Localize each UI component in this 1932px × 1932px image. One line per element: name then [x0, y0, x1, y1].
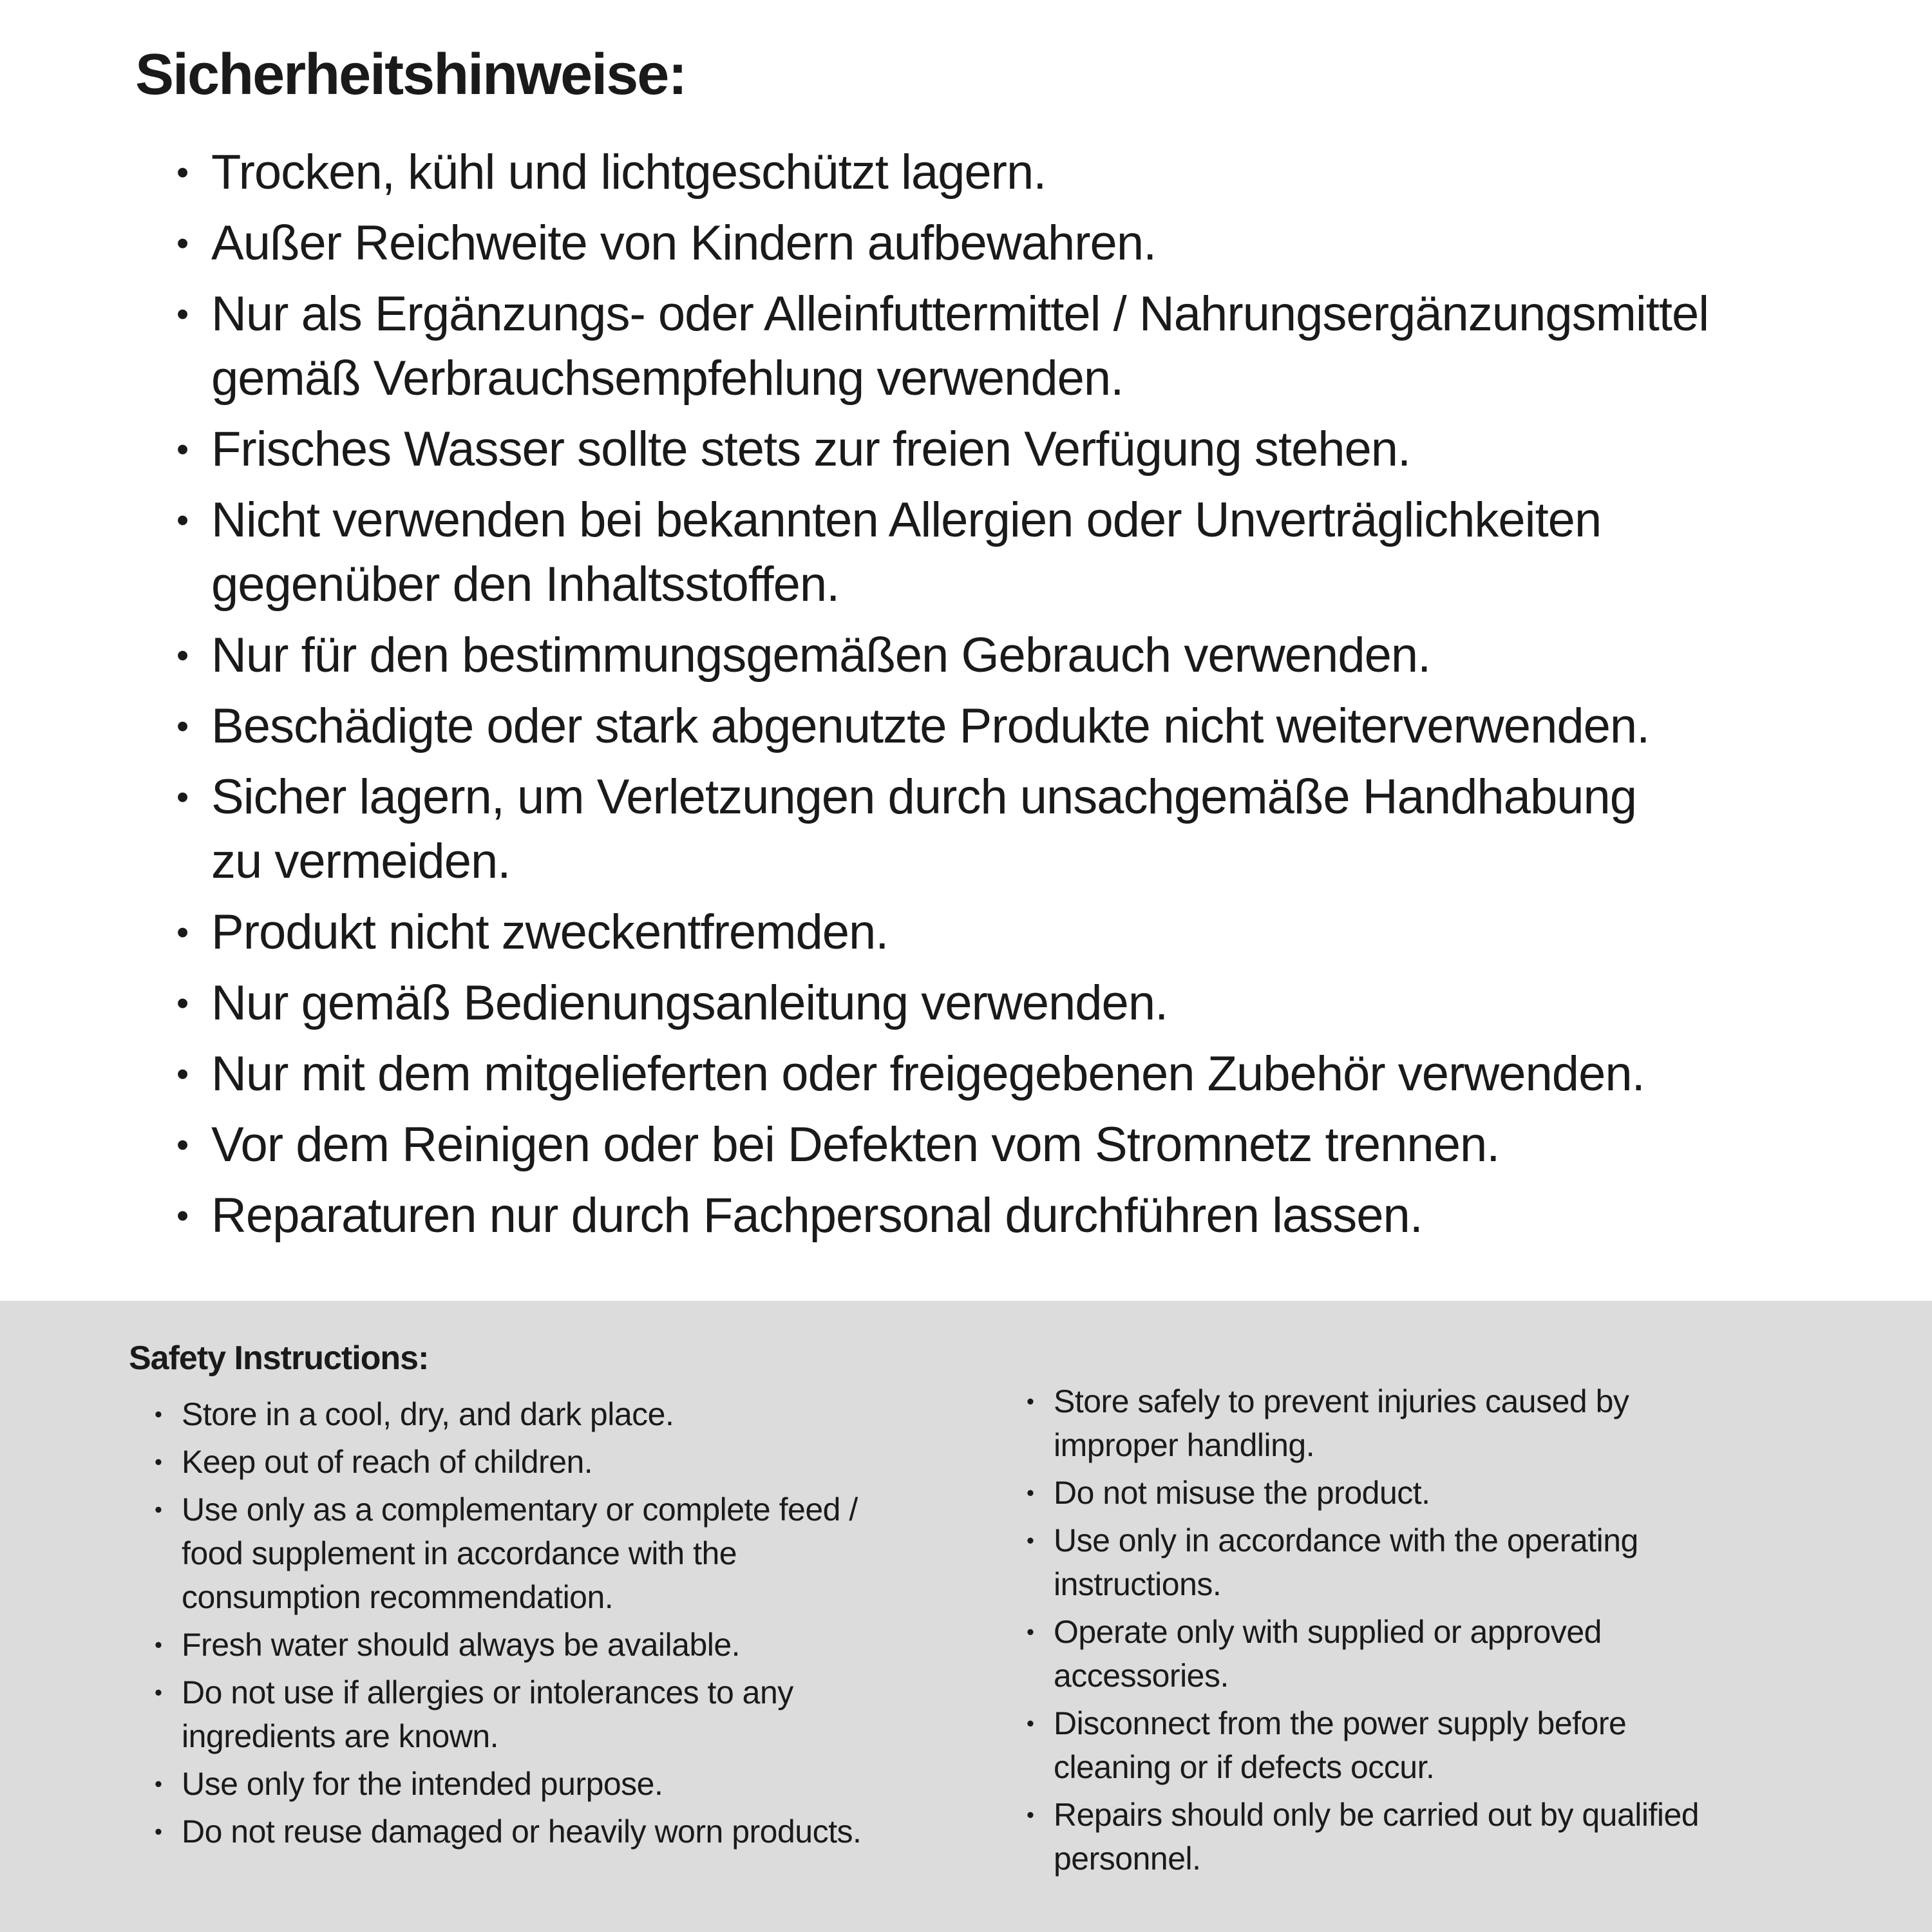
- list-item: • Nur als Ergänzungs- oder Alleinfuttermittel / Nahrungsergänzungsmittel gemäß Verbrauchsempfehlung verwenden.: [174, 282, 1874, 411]
- list-item: • Store safely to prevent injuries caused by improper handling.: [1025, 1379, 1893, 1467]
- list-item: • Fresh water should always be available.: [153, 1623, 1001, 1667]
- list-item: • Beschädigte oder stark abgenutzte Produkte nicht weiterverwenden.: [174, 694, 1874, 759]
- list-item: • Use only in accordance with the operating instructions.: [1025, 1519, 1893, 1606]
- german-list: [174, 140, 1874, 1248]
- list-item: • Nur mit dem mitgelieferten oder freigegebenen Zubehör verwenden.: [174, 1042, 1874, 1106]
- list-item: • Do not use if allergies or intolerances to any ingredients are known.: [153, 1671, 1001, 1758]
- list-item: • Operate only with supplied or approved accessories.: [1025, 1610, 1893, 1698]
- list-item: • Nur gemäß Bedienungsanleitung verwenden.: [174, 971, 1874, 1036]
- list-item: • Use only as a complementary or complete feed / food supplement in accordance with the consumption recommendation.: [153, 1488, 1001, 1619]
- list-item: • Reparaturen nur durch Fachpersonal durchführen lassen.: [174, 1184, 1874, 1248]
- list-item: • Vor dem Reinigen oder bei Defekten vom Stromnetz trennen.: [174, 1113, 1874, 1177]
- list-item: • Do not reuse damaged or heavily worn products.: [153, 1810, 1001, 1853]
- list-item: • Do not misuse the product.: [1025, 1471, 1893, 1515]
- list-item: • Store in a cool, dry, and dark place.: [153, 1392, 1001, 1436]
- english-right-list: [1025, 1379, 1893, 1880]
- list-item: • Use only for the intended purpose.: [153, 1762, 1001, 1806]
- english-left-list: [153, 1392, 1001, 1853]
- english-right-column: [1001, 1338, 1893, 1932]
- list-item: • Frisches Wasser sollte stets zur freien Verfügung stehen.: [174, 417, 1874, 482]
- list-item: • Keep out of reach of children.: [153, 1440, 1001, 1484]
- list-item: • Disconnect from the power supply before cleaning or if defects occur.: [1025, 1701, 1893, 1789]
- english-heading: Safety Instructions:: [129, 1340, 429, 1377]
- list-item: • Repairs should only be carried out by qualified personnel.: [1025, 1793, 1893, 1880]
- list-item: • Trocken, kühl und lichtgeschützt lagern.: [174, 140, 1874, 205]
- list-item: • Sicher lagern, um Verletzungen durch unsachgemäße Handhabung zu vermeiden.: [174, 765, 1874, 894]
- german-heading: Sicherheitshinweise:: [135, 43, 687, 107]
- english-left-column: [129, 1338, 1001, 1932]
- list-item: • Nicht verwenden bei bekannten Allergien oder Unverträglichkeiten gegenüber den Inhaltsstoffen.: [174, 488, 1874, 617]
- english-section: [0, 1301, 1932, 1932]
- list-item: • Nur für den bestimmungsgemäßen Gebrauch verwenden.: [174, 623, 1874, 688]
- list-item: • Produkt nicht zweckentfremden.: [174, 900, 1874, 965]
- list-item: • Außer Reichweite von Kindern aufbewahren.: [174, 211, 1874, 276]
